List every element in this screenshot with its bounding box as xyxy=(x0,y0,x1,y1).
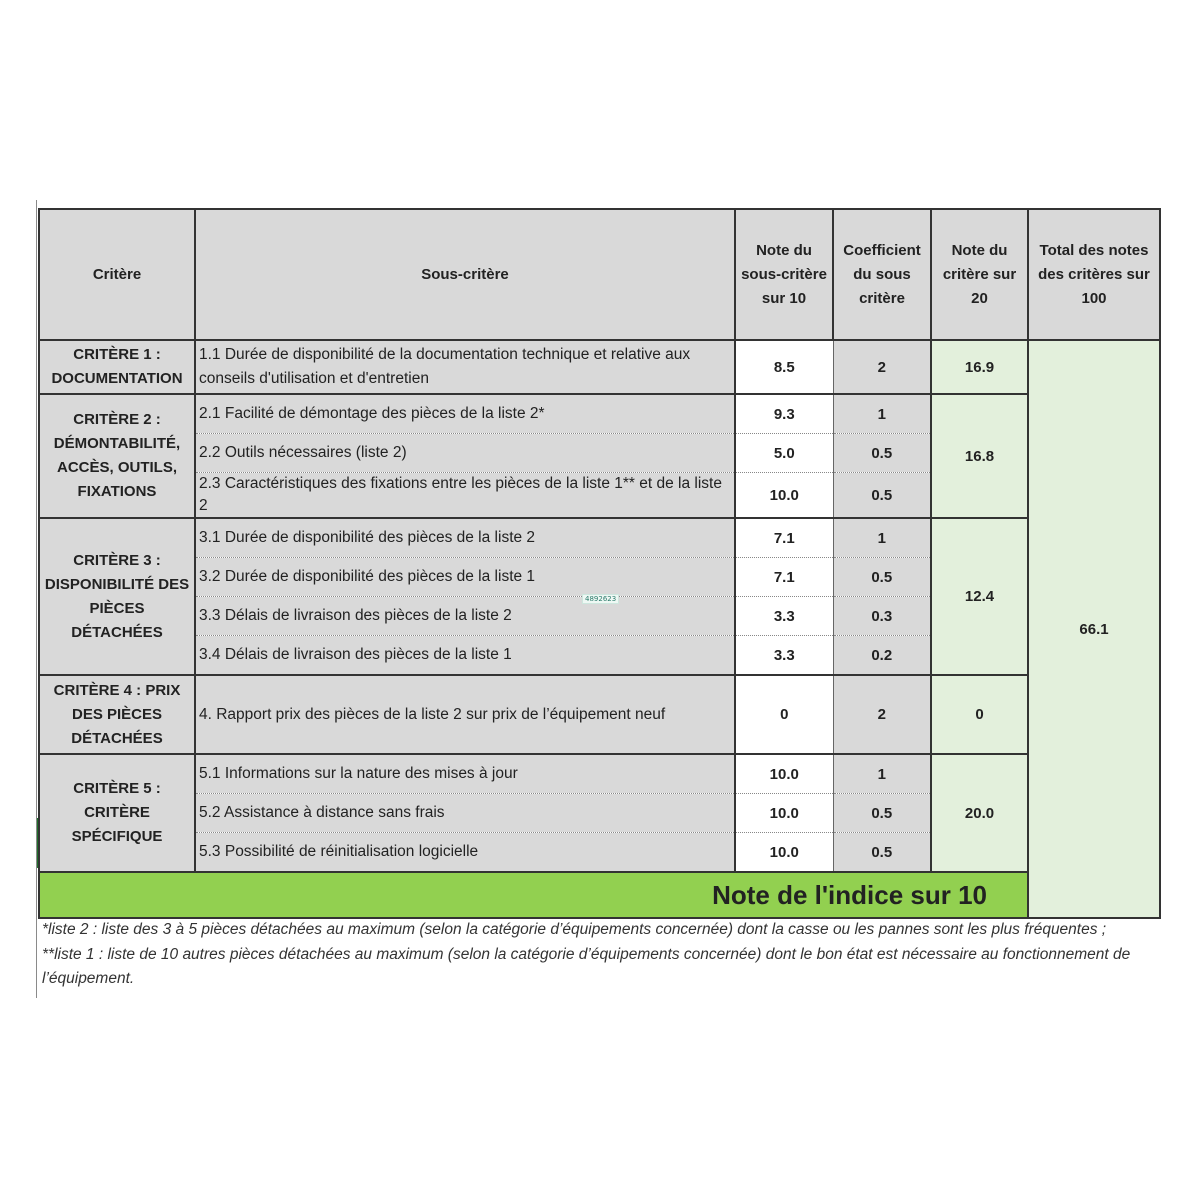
subcriterion-coefficient: 0.2 xyxy=(833,636,931,676)
cell-stamp: 4892623 xyxy=(582,594,619,604)
criterion-5-label: CRITÈRE 5 : CRITÈRE SPÉCIFIQUE xyxy=(39,754,195,872)
subcriterion-label: 5.1 Informations sur la nature des mises à jour xyxy=(195,754,735,794)
header-row xyxy=(39,209,1160,340)
subcriterion-coefficient: 1 xyxy=(833,394,931,434)
criterion-4-note: 0 xyxy=(931,675,1028,754)
subcriterion-note: 10.0 xyxy=(735,833,833,873)
footnote-liste-1: **liste 1 : liste de 10 autres pièces détachées au maximum (selon la catégorie d’équipements concernée) dont le bon état est nécessaire au fonctionnement de l’équipement. xyxy=(42,945,1131,987)
subcriterion-note: 7.1 xyxy=(735,558,833,597)
criterion-5-note: 20.0 xyxy=(931,754,1028,872)
subcriterion-coefficient: 0.5 xyxy=(833,833,931,873)
criterion-4-label: CRITÈRE 4 : PRIX DES PIÈCES DÉTACHÉES xyxy=(39,675,195,754)
subcriterion-label: 3.1 Durée de disponibilité des pièces de la liste 2 xyxy=(195,518,735,558)
subcriterion-coefficient: 1 xyxy=(833,518,931,558)
repairability-table xyxy=(38,208,1161,919)
subcriterion-label: 4. Rapport prix des pièces de la liste 2 sur prix de l’équipement neuf xyxy=(195,675,735,754)
footnotes xyxy=(42,918,1152,992)
header-total: Total des notes des critères sur 100 xyxy=(1028,209,1160,340)
table-row xyxy=(39,518,1160,558)
criterion-3-note: 12.4 xyxy=(931,518,1028,675)
footnote-liste-2: *liste 2 : liste des 3 à 5 pièces détachées au maximum (selon la catégorie d’équipements concernée) dont la casse ou les pannes sont les plus fréquentes ; xyxy=(42,921,1107,938)
subcriterion-coefficient: 0.5 xyxy=(833,794,931,833)
header-sous-critere: Sous-critère xyxy=(195,209,735,340)
subcriterion-label: 3.4 Délais de livraison des pièces de la liste 1 xyxy=(195,636,735,676)
sheet-left-border xyxy=(36,200,37,998)
final-score-label: Note de l'indice sur 10 xyxy=(39,872,1028,918)
subcriterion-label: 2.1 Facilité de démontage des pièces de la liste 2* xyxy=(195,394,735,434)
subcriterion-note: 9.3 xyxy=(735,394,833,434)
subcriterion-note: 7.1 xyxy=(735,518,833,558)
header-critere: Critère xyxy=(39,209,195,340)
header-note-sous-critere: Note du sous-critère sur 10 xyxy=(735,209,833,340)
subcriterion-label: 3.2 Durée de disponibilité des pièces de la liste 1 xyxy=(195,558,735,597)
subcriterion-coefficient: 0.5 xyxy=(833,558,931,597)
subcriterion-coefficient: 2 xyxy=(833,675,931,754)
criterion-3-label: CRITÈRE 3 : DISPONIBILITÉ DES PIÈCES DÉTACHÉES xyxy=(39,518,195,675)
criterion-2-note: 16.8 xyxy=(931,394,1028,518)
subcriterion-note: 8.5 xyxy=(735,340,833,394)
subcriterion-note: 10.0 xyxy=(735,794,833,833)
subcriterion-label: 5.3 Possibilité de réinitialisation logicielle xyxy=(195,833,735,873)
criterion-2-label: CRITÈRE 2 : DÉMONTABILITÉ, ACCÈS, OUTILS, FIXATIONS xyxy=(39,394,195,518)
final-score-row xyxy=(39,872,1160,918)
subcriterion-note: 10.0 xyxy=(735,473,833,519)
subcriterion-label: 3.3 Délais de livraison des pièces de la liste 2 xyxy=(195,597,735,636)
subcriterion-label: 1.1 Durée de disponibilité de la documentation technique et relative aux conseils d'utilisation et d'entretien xyxy=(195,340,735,394)
subcriterion-coefficient: 1 xyxy=(833,754,931,794)
repairability-score-sheet xyxy=(38,208,1159,919)
subcriterion-note: 10.0 xyxy=(735,754,833,794)
subcriterion-label: 2.2 Outils nécessaires (liste 2) xyxy=(195,434,735,473)
subcriterion-note: 0 xyxy=(735,675,833,754)
table-row xyxy=(39,394,1160,434)
table-row xyxy=(39,675,1160,754)
subcriterion-label: 5.2 Assistance à distance sans frais xyxy=(195,794,735,833)
total-score: 66.1 xyxy=(1028,340,1160,918)
subcriterion-label: 2.3 Caractéristiques des fixations entre les pièces de la liste 1** et de la liste 2 xyxy=(195,473,735,519)
criterion-1-note: 16.9 xyxy=(931,340,1028,394)
subcriterion-note: 3.3 xyxy=(735,597,833,636)
subcriterion-coefficient: 0.5 xyxy=(833,434,931,473)
table-row xyxy=(39,340,1160,394)
criterion-1-label: CRITÈRE 1 : DOCUMENTATION xyxy=(39,340,195,394)
subcriterion-coefficient: 0.3 xyxy=(833,597,931,636)
subcriterion-note: 5.0 xyxy=(735,434,833,473)
header-coefficient: Coefficient du sous critère xyxy=(833,209,931,340)
header-note-critere: Note du critère sur 20 xyxy=(931,209,1028,340)
table-row xyxy=(39,754,1160,794)
subcriterion-coefficient: 2 xyxy=(833,340,931,394)
subcriterion-note: 3.3 xyxy=(735,636,833,676)
subcriterion-coefficient: 0.5 xyxy=(833,473,931,519)
